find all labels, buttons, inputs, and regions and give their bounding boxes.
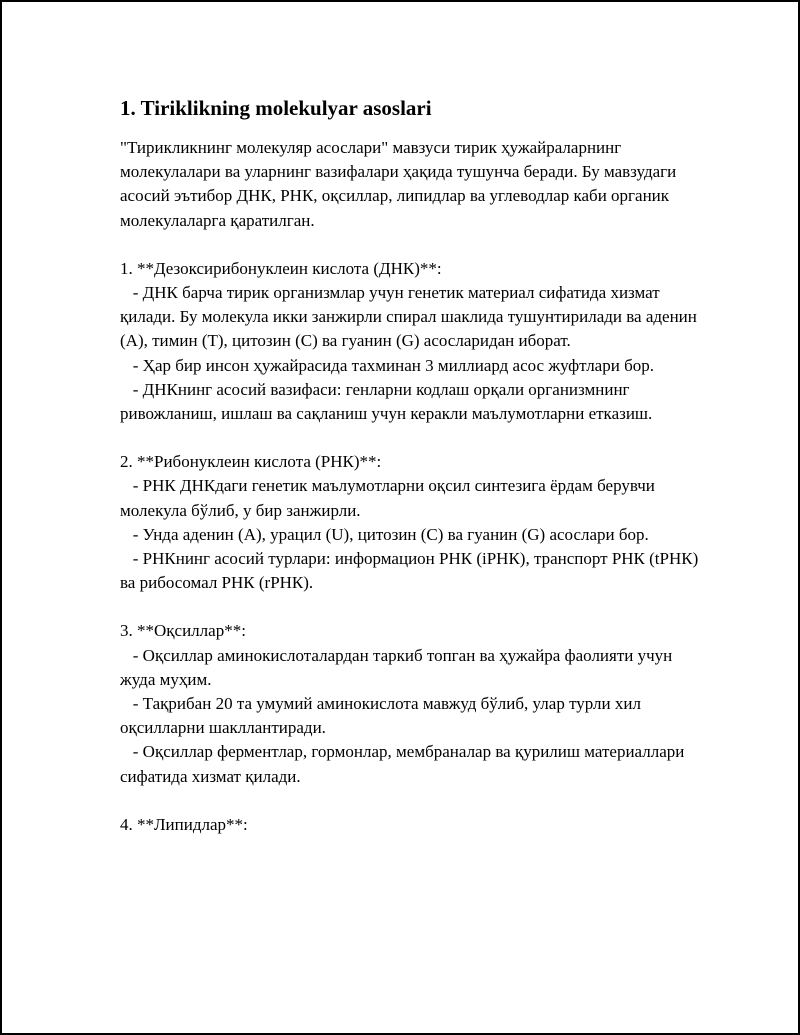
- lipids-section: 4. **Липидлар**:: [120, 814, 248, 834]
- intro-paragraph: "Тирикликнинг молекуляр асослари" мавзуси тирик ҳужайраларнинг молекулалари ва уларнинг вазифалари ҳақида тушунча беради. Бу мавзудаги асосий эътибор ДНК, РНК, оқсиллар, липидлар ва углеводлар каби органик молекулаларга қаратилган.: [120, 138, 681, 230]
- document-body: [120, 94, 710, 837]
- rna-section: 2. **Рибонуклеин кислота (РНК)**: - РНК ДНКдаги генетик маълумотларни оқсил синтезига ёрдам берувчи молекула бўлиб, у бир занжирли. - Унда аденин (A), урацил (U), цитозин (C) ва гуанин (G) асослари бор. - РНКнинг асосий турлари: информацион РНК (iРНК), транспорт РНК (tРНК) ва рибосомал РНК (rРНК).: [120, 452, 699, 593]
- proteins-section: 3. **Оқсиллар**: - Оқсиллар аминокислоталардан таркиб топган ва ҳужайра фаолияти учун жуда муҳим. - Тақрибан 20 та умумий аминокислота мавжуд бўлиб, улар турли хил оқсилларни шакллантиради. - Оқсиллар ферментлар, гормонлар, мембраналар ва қурилиш материаллари сифатида хизмат қилади.: [120, 621, 685, 786]
- section-heading: 1. Tiriklikning molekulyar asoslari: [120, 96, 432, 120]
- dna-section: 1. **Дезоксирибонуклеин кислота (ДНК)**: - ДНК барча тирик организмлар учун генетик материал сифатида хизмат қилади. Бу молекула икки занжирли спирал шаклида тушунтирилади ва аденин (A), тимин (T), цитозин (C) ва гуанин (G) асосларидан иборат. - Ҳар бир инсон ҳужайрасида тахминан 3 миллиард асос жуфтлари бор. - ДНКнинг асосий вазифаси: генларни кодлаш орқали организмнинг ривожланиш, ишлаш ва сақланиш учун керакли маълумотларни етказиш.: [120, 258, 697, 424]
